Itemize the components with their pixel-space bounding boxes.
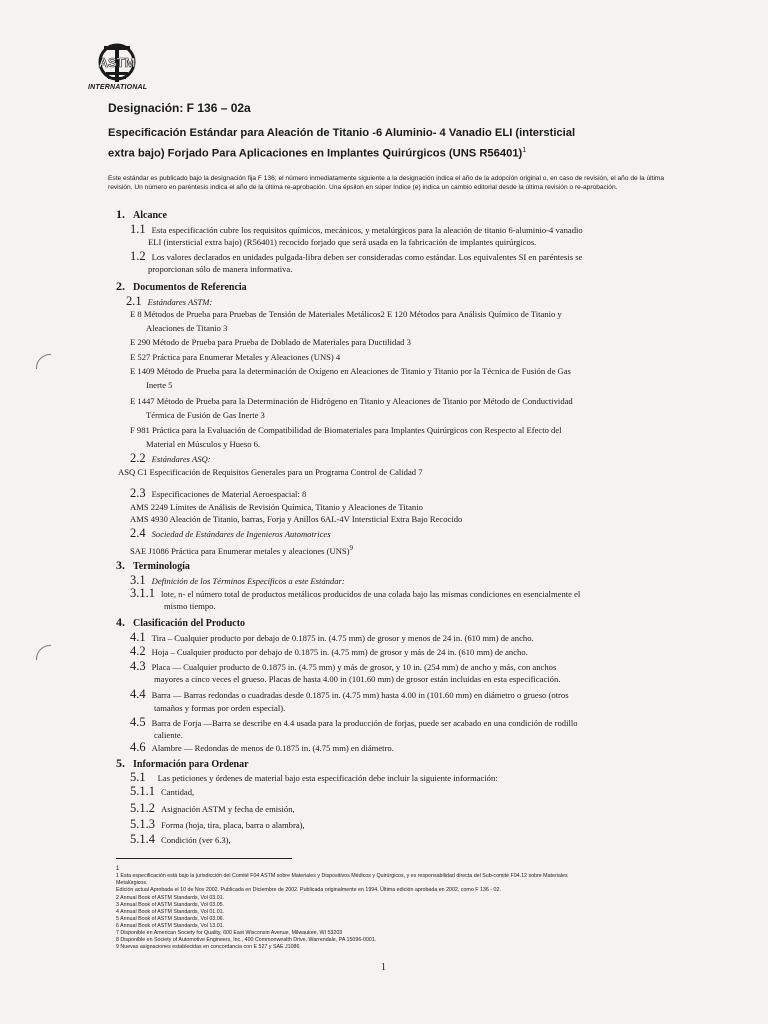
- section-heading: 1. Alcance: [116, 207, 167, 221]
- reference-item: E 1447 Método de Prueba para la Determinación de Hidrógeno en Titanio y Aleaciones de Titanio por Método de Conductividad: [130, 396, 573, 406]
- paragraph-cont: mayores a cinco veces el grueso. Placas de hasta 4.00 in (101.60 mm) de grosor están incluidas en esta especificación.: [154, 674, 561, 684]
- footnote: 2 Annual Book of ASTM Standards, Vol 03.01.: [116, 895, 225, 901]
- footnote: 6 Annual Book of ASTM Standards, Vol 13.01.: [116, 923, 225, 929]
- reference-item: AMS 2249 Límites de Análisis de Revisión Química, Titanio y Aleaciones de Titanio: [130, 502, 423, 512]
- logo-subtitle: INTERNATIONAL: [88, 84, 148, 91]
- subsection: 2.3 Especificaciones de Material Aeroespacial: 8: [130, 486, 307, 500]
- paragraph: 1.1 Esta especificación cubre los requisitos químicos, mecánicos, y metalúrgicos para la aleación de titanio 6-aluminio-4 vanadio: [130, 222, 583, 236]
- reference-item: E 1409 Método de Prueba para la determinación de Oxígeno en Aleaciones de Titanio y Titanio por la Técnica de Fusión de Gas: [130, 366, 571, 376]
- paragraph: 3.1.1 lote, n- el número total de productos metálicos producidos de una colada bajo las mismas condiciones en esencialmente el: [130, 586, 581, 600]
- paragraph-cont: ELI (intersticial extra bajo) (R56401) recocido forjado que será usada en la fabricación de implantes quirúrgicos.: [148, 237, 537, 247]
- paragraph: 4.6 Alambre — Redondas de menos de 0.1875 in. (4.75 mm) en diámetro.: [130, 740, 394, 754]
- subsection: 2.4 Sociedad de Estándares de Ingenieros Automotrices: [130, 526, 331, 540]
- paragraph: 1.2 Los valores declarados en unidades pulgada-libra deben ser consideradas como estándar. Los equivalentes SI en paréntesis se: [130, 249, 583, 263]
- punch-hole-mark: [36, 645, 51, 660]
- reference-item: SAE J1086 Práctica para Enumerar metales y aleaciones (UNS)$^9$: [130, 544, 354, 556]
- reference-item: ASQ C1 Especificación de Requisitos Generales para un Programa Control de Calidad 7: [118, 467, 423, 477]
- paragraph-cont: caliente.: [154, 730, 183, 740]
- intro-note: Este estándar es publicado bajo la designación fija F 136; el número inmediatamente siguiente a la designación indica el año de la adopción original o, en caso de revisión, el año de la última revisión. Un número en paréntesis indica el año de la última re-aprobación. Una épsilon en súper índice (e) indica un cambio editorial desde la última revisión o re-aprobación.: [108, 175, 665, 192]
- list-item: 5.1.2 Asignación ASTM y fecha de emisión,: [130, 801, 295, 815]
- reference-item: F 981 Práctica para la Evaluación de Compatibilidad de Biomateriales para Implantes Quirúrgicos con Respecto al Efecto del: [130, 425, 562, 435]
- punch-hole-mark: [36, 354, 51, 369]
- paragraph-cont: proporcionan sólo de manera informativa.: [148, 264, 293, 274]
- section-heading: 4. Clasificación del Producto: [116, 615, 246, 629]
- document-title: Especificación Estándar para Aleación de Titanio -6 Aluminio- 4 Vanadio ELI (intersticial: [108, 127, 576, 139]
- reference-item: AMS 4930 Aleación de Titanio, barras, Forja y Anillos 6AL-4V Intersticial Extra Bajo Recocido: [130, 514, 463, 524]
- footnote: 3 Annual Book of ASTM Standards, Vol 03.05.: [116, 902, 225, 908]
- paragraph-cont: mismo tiempo.: [164, 601, 216, 611]
- section-heading: 2. Documentos de Referencia: [116, 279, 247, 293]
- footnote: 5 Annual Book of ASTM Standards, Vol 03.06.: [116, 916, 225, 922]
- designation: Designación: F 136 – 02a: [108, 101, 251, 115]
- footnote: 1 Esta especificación está bajo la jurisdicción del Comité F04 ASTM sobre Materiales y Dispositivos Médicos y Quirúrgicos, y es responsabilidad directa del Sub-comité F04.12 sobre Materiales: [116, 873, 568, 879]
- reference-item-cont: Inerte 5: [146, 380, 173, 390]
- list-item: 5.1.1 Cantidad,: [130, 784, 195, 798]
- footnote: Edición actual Aprobada el 10 de Nov 2002. Publicada en Diciembre de 2002. Publicada originalmente en 1994. Última edición aprobada en 2002, como F 136 - 02.: [116, 887, 501, 893]
- reference-item: E 8 Métodos de Prueba para Pruebas de Tensión de Materiales Metálicos2 E 120 Métodos para Análisis Químico de Titanio y: [130, 309, 562, 319]
- footnote-marker: 1: [116, 866, 120, 872]
- list-item: 5.1.3 Forma (hoja, tira, placa, barra o alambra),: [130, 817, 305, 831]
- paragraph: 4.1 Tira – Cualquier producto por debajo de 0.1875 in. (4.75 mm) de grosor y menos de 24 in. (610 mm) de ancho.: [130, 630, 534, 644]
- page-number: 1: [381, 962, 386, 973]
- footnote: 8 Disponible en Society of Automotive Engineers, Inc., 400 Commonwealth Drive, Warrendale, PA 15096-0001.: [116, 937, 377, 943]
- reference-item-cont: Térmica de Fusión de Gas Inerte 3: [146, 410, 265, 420]
- document-title-line2: extra bajo) Forjado Para Aplicaciones en Implantes Quirúrgicos (UNS R56401)$^1$: [108, 147, 527, 160]
- reference-item: E 290 Método de Prueba para Prueba de Doblado de Materiales para Ductilidad 3: [130, 337, 411, 347]
- subsection: 2.1 Estándares ASTM:: [126, 294, 213, 308]
- subsection: 3.1 Definición de los Términos Específicos a este Estándar:: [130, 573, 345, 587]
- section-heading: 5. Información para Ordenar: [116, 756, 249, 770]
- footnote: 4 Annual Book of ASTM Standards, Vol 01.01.: [116, 909, 225, 915]
- svg-text:ASTM: ASTM: [98, 55, 136, 70]
- paragraph: 4.2 Hoja – Cualquier producto por debajo de 0.1875 in. (4.75 mm) de grosor y más de 24 in. (610 mm) de ancho.: [130, 644, 528, 658]
- list-item: 5.1.4 Condición (ver 6.3),: [130, 832, 231, 846]
- paragraph: 4.4 Barra — Barras redondas o cuadradas desde 0.1875 in. (4.75 mm) hasta 4.00 in (101.60 mm) en diámetro o grueso (otros: [130, 687, 569, 701]
- footnote: 7 Disponible en American Society for Quality, 600 East Wisconsin Avenue, Milwaukee, WI 53203: [116, 930, 343, 936]
- reference-item: E 527 Práctica para Enumerar Metales y Aleaciones (UNS) 4: [130, 352, 341, 362]
- section-heading: 3. Terminología: [116, 558, 190, 572]
- reference-item-cont: Aleaciones de Titanio 3: [146, 323, 228, 333]
- paragraph: 5.1 Las peticiones y órdenes de material bajo esta especificación debe incluir la siguiente información:: [130, 770, 498, 784]
- footnote: 9 Nuevas asignaciones establecidas en concordancia con E 527 y SAE J1086: [116, 944, 300, 950]
- footnote: Metalúrgicos.: [116, 880, 148, 886]
- paragraph: 4.3 Placa — Cualquier producto de 0.1875 in. (4.75 mm) y más de grosor, y 10 in. (254 mm) de ancho y más, con anchos: [130, 659, 557, 673]
- footnote-rule: [116, 858, 292, 859]
- paragraph: 4.5 Barra de Forja —Barra se describe en 4.4 usada para la producción de forjas, puede ser acabado en una condición de rodillo: [130, 715, 578, 729]
- reference-item-cont: Material en Músculos y Hueso 6.: [146, 439, 261, 449]
- paragraph-cont: tamaños y formas por orden especial).: [154, 703, 286, 713]
- subsection: 2.2 Estándares ASQ:: [130, 451, 211, 465]
